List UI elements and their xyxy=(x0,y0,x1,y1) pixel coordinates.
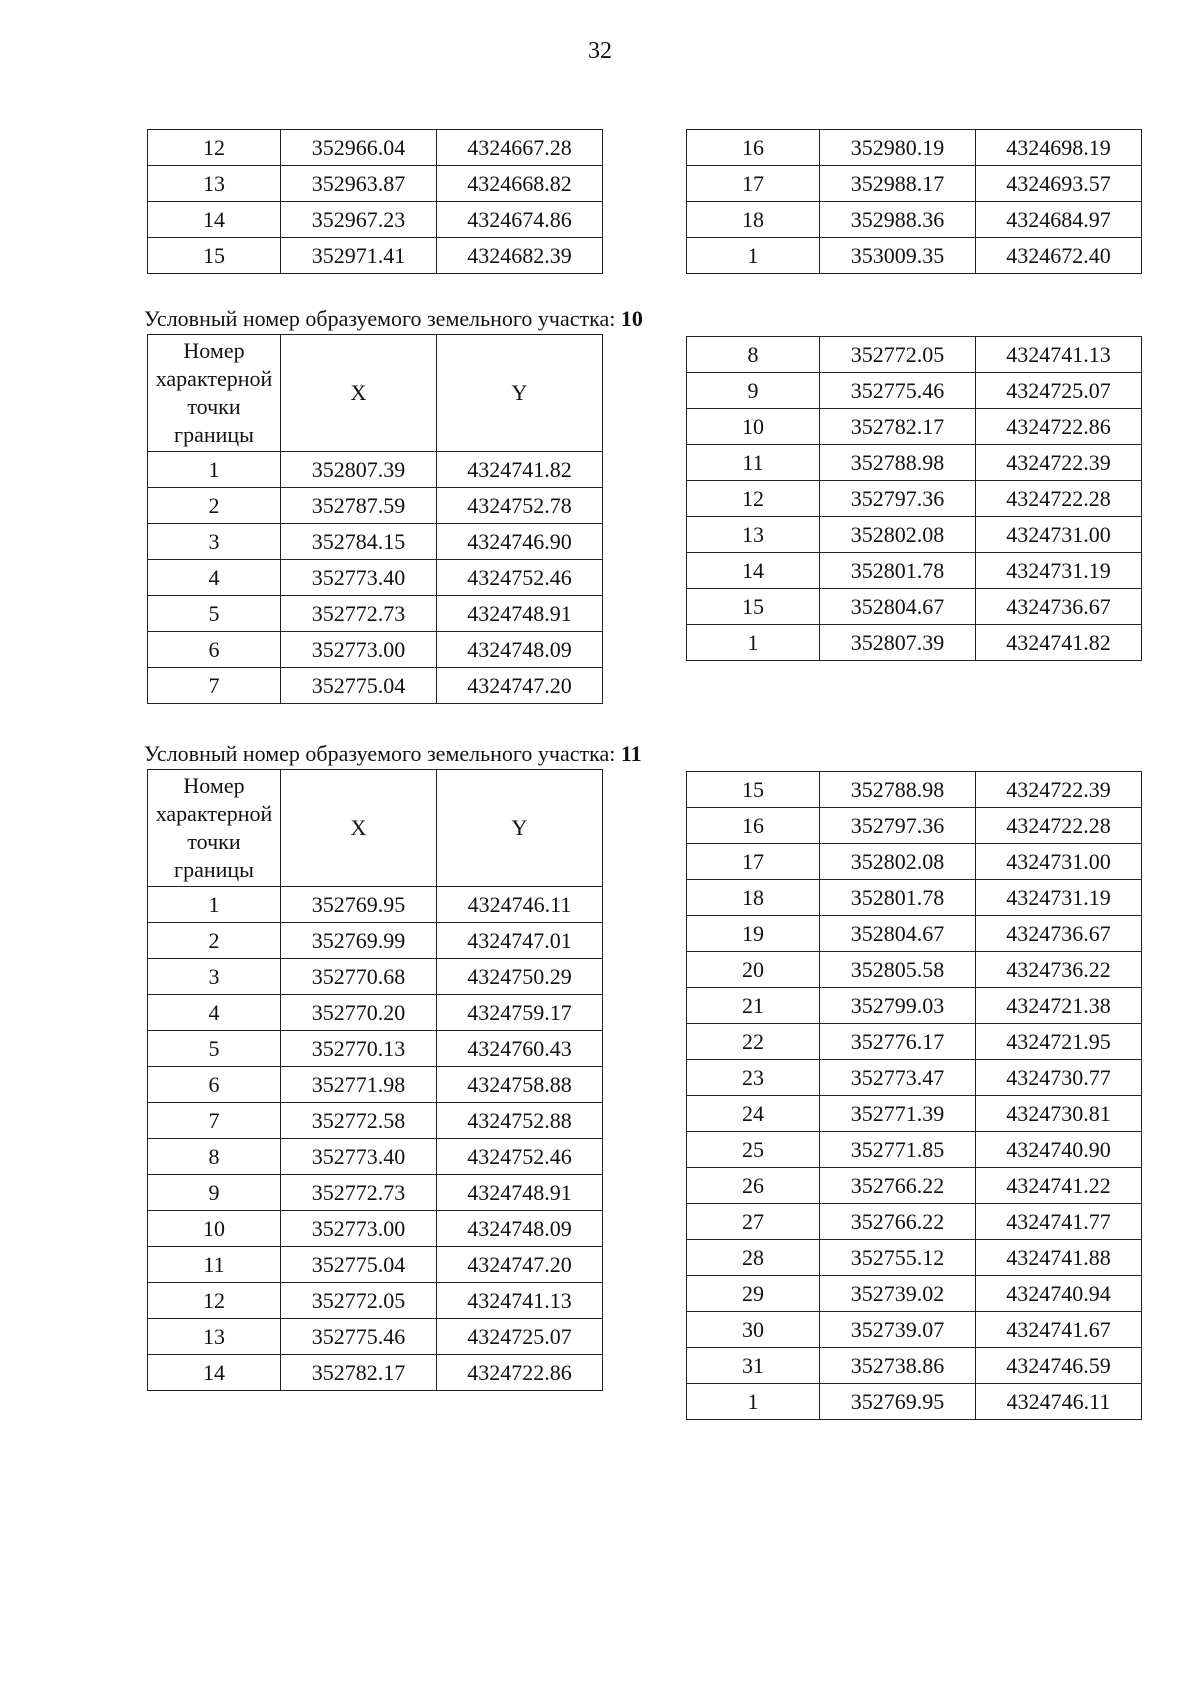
y-coordinate-cell: 4324736.67 xyxy=(976,589,1142,625)
point-number-cell: 11 xyxy=(148,1247,281,1283)
x-coordinate-cell: 352782.17 xyxy=(820,409,976,445)
x-coordinate-cell: 352775.04 xyxy=(281,668,437,704)
point-number-cell: 13 xyxy=(687,517,820,553)
x-coordinate-cell: 352770.13 xyxy=(281,1031,437,1067)
x-coordinate-cell: 352801.78 xyxy=(820,880,976,916)
table-row xyxy=(687,880,1142,916)
y-coordinate-cell: 4324741.88 xyxy=(976,1240,1142,1276)
x-coordinate-cell: 352801.78 xyxy=(820,553,976,589)
point-number-cell: 13 xyxy=(148,166,281,202)
y-coordinate-cell: 4324741.82 xyxy=(437,452,603,488)
point-number-cell: 6 xyxy=(148,1067,281,1103)
y-coordinate-cell: 4324722.86 xyxy=(976,409,1142,445)
x-coordinate-cell: 352775.46 xyxy=(820,373,976,409)
table-row xyxy=(148,1355,603,1391)
point-number-cell: 19 xyxy=(687,916,820,952)
x-coordinate-cell: 352805.58 xyxy=(820,952,976,988)
y-coordinate-cell: 4324747.20 xyxy=(437,668,603,704)
table-row xyxy=(687,952,1142,988)
column-header-point: Номер характерной точки границы xyxy=(148,770,281,887)
table-row xyxy=(687,481,1142,517)
x-coordinate-cell: 352773.40 xyxy=(281,1139,437,1175)
point-number-cell: 5 xyxy=(148,1031,281,1067)
section-title-prefix: Условный номер образуемого земельного участка: xyxy=(144,741,616,766)
x-coordinate-cell: 352771.39 xyxy=(820,1096,976,1132)
point-number-cell: 24 xyxy=(687,1096,820,1132)
y-coordinate-cell: 4324667.28 xyxy=(437,130,603,166)
table-row xyxy=(148,1175,603,1211)
table-row xyxy=(687,808,1142,844)
y-coordinate-cell: 4324747.01 xyxy=(437,923,603,959)
x-coordinate-cell: 352971.41 xyxy=(281,238,437,274)
coords-table-section-10-left xyxy=(147,334,603,704)
y-coordinate-cell: 4324747.20 xyxy=(437,1247,603,1283)
x-coordinate-cell: 352980.19 xyxy=(820,130,976,166)
table-row xyxy=(148,560,603,596)
point-number-cell: 1 xyxy=(687,625,820,661)
point-number-cell: 26 xyxy=(687,1168,820,1204)
point-number-cell: 11 xyxy=(687,445,820,481)
column-header-x: X xyxy=(281,770,437,887)
table-row xyxy=(687,1276,1142,1312)
point-number-cell: 17 xyxy=(687,166,820,202)
y-coordinate-cell: 4324730.81 xyxy=(976,1096,1142,1132)
point-number-cell: 14 xyxy=(687,553,820,589)
point-number-cell: 9 xyxy=(687,373,820,409)
point-number-cell: 3 xyxy=(148,524,281,560)
point-number-cell: 6 xyxy=(148,632,281,668)
y-coordinate-cell: 4324746.90 xyxy=(437,524,603,560)
x-coordinate-cell: 352771.85 xyxy=(820,1132,976,1168)
point-number-cell: 1 xyxy=(687,238,820,274)
point-number-cell: 8 xyxy=(148,1139,281,1175)
y-coordinate-cell: 4324722.28 xyxy=(976,808,1142,844)
point-number-cell: 25 xyxy=(687,1132,820,1168)
y-coordinate-cell: 4324722.28 xyxy=(976,481,1142,517)
y-coordinate-cell: 4324741.82 xyxy=(976,625,1142,661)
parcel-number: 11 xyxy=(620,741,642,766)
x-coordinate-cell: 352772.58 xyxy=(281,1103,437,1139)
table-row xyxy=(148,166,603,202)
point-number-cell: 15 xyxy=(148,238,281,274)
x-coordinate-cell: 352771.98 xyxy=(281,1067,437,1103)
table-row xyxy=(148,1211,603,1247)
column-header-point: Номер характерной точки границы xyxy=(148,335,281,452)
point-number-cell: 4 xyxy=(148,560,281,596)
section-title-prefix: Условный номер образуемого земельного участка: xyxy=(144,306,616,331)
table-row xyxy=(687,1096,1142,1132)
y-coordinate-cell: 4324736.67 xyxy=(976,916,1142,952)
y-coordinate-cell: 4324759.17 xyxy=(437,995,603,1031)
y-coordinate-cell: 4324741.13 xyxy=(976,337,1142,373)
x-coordinate-cell: 353009.35 xyxy=(820,238,976,274)
table-row xyxy=(687,916,1142,952)
point-number-cell: 15 xyxy=(687,589,820,625)
table-row xyxy=(687,625,1142,661)
table-row xyxy=(687,589,1142,625)
x-coordinate-cell: 352988.36 xyxy=(820,202,976,238)
table-row xyxy=(148,130,603,166)
y-coordinate-cell: 4324722.86 xyxy=(437,1355,603,1391)
coords-table-section-11-left xyxy=(147,769,603,1391)
x-coordinate-cell: 352738.86 xyxy=(820,1348,976,1384)
y-coordinate-cell: 4324672.40 xyxy=(976,238,1142,274)
table-row xyxy=(687,1060,1142,1096)
table-row xyxy=(687,517,1142,553)
x-coordinate-cell: 352776.17 xyxy=(820,1024,976,1060)
table-row xyxy=(148,1139,603,1175)
table-row xyxy=(148,632,603,668)
parcel-number: 10 xyxy=(620,306,643,331)
section-title xyxy=(144,741,642,767)
x-coordinate-cell: 352788.98 xyxy=(820,772,976,808)
x-coordinate-cell: 352775.46 xyxy=(281,1319,437,1355)
point-number-cell: 1 xyxy=(687,1384,820,1420)
x-coordinate-cell: 352773.00 xyxy=(281,1211,437,1247)
x-coordinate-cell: 352773.47 xyxy=(820,1060,976,1096)
y-coordinate-cell: 4324731.19 xyxy=(976,553,1142,589)
table-row xyxy=(687,1312,1142,1348)
y-coordinate-cell: 4324693.57 xyxy=(976,166,1142,202)
y-coordinate-cell: 4324698.19 xyxy=(976,130,1142,166)
y-coordinate-cell: 4324746.59 xyxy=(976,1348,1142,1384)
y-coordinate-cell: 4324752.46 xyxy=(437,560,603,596)
y-coordinate-cell: 4324752.46 xyxy=(437,1139,603,1175)
point-number-cell: 30 xyxy=(687,1312,820,1348)
x-coordinate-cell: 352782.17 xyxy=(281,1355,437,1391)
x-coordinate-cell: 352807.39 xyxy=(820,625,976,661)
x-coordinate-cell: 352772.05 xyxy=(281,1283,437,1319)
table-row xyxy=(687,409,1142,445)
y-coordinate-cell: 4324682.39 xyxy=(437,238,603,274)
table-row xyxy=(148,524,603,560)
x-coordinate-cell: 352784.15 xyxy=(281,524,437,560)
x-coordinate-cell: 352799.03 xyxy=(820,988,976,1024)
x-coordinate-cell: 352755.12 xyxy=(820,1240,976,1276)
table-row xyxy=(148,923,603,959)
y-coordinate-cell: 4324668.82 xyxy=(437,166,603,202)
point-number-cell: 14 xyxy=(148,1355,281,1391)
point-number-cell: 10 xyxy=(687,409,820,445)
x-coordinate-cell: 352802.08 xyxy=(820,517,976,553)
table-row xyxy=(148,452,603,488)
table-row xyxy=(687,988,1142,1024)
table-row xyxy=(148,1283,603,1319)
y-coordinate-cell: 4324752.88 xyxy=(437,1103,603,1139)
y-coordinate-cell: 4324741.67 xyxy=(976,1312,1142,1348)
point-number-cell: 28 xyxy=(687,1240,820,1276)
coords-table-section-10-right xyxy=(686,336,1142,661)
y-coordinate-cell: 4324722.39 xyxy=(976,772,1142,808)
table-row xyxy=(148,1247,603,1283)
x-coordinate-cell: 352770.20 xyxy=(281,995,437,1031)
y-coordinate-cell: 4324725.07 xyxy=(976,373,1142,409)
coords-table-top-right xyxy=(686,129,1142,274)
y-coordinate-cell: 4324741.13 xyxy=(437,1283,603,1319)
y-coordinate-cell: 4324736.22 xyxy=(976,952,1142,988)
x-coordinate-cell: 352804.67 xyxy=(820,916,976,952)
point-number-cell: 15 xyxy=(687,772,820,808)
table-row xyxy=(148,488,603,524)
section-title xyxy=(144,306,643,332)
point-number-cell: 2 xyxy=(148,923,281,959)
y-coordinate-cell: 4324760.43 xyxy=(437,1031,603,1067)
y-coordinate-cell: 4324750.29 xyxy=(437,959,603,995)
table-row xyxy=(148,887,603,923)
page-number: 32 xyxy=(588,38,612,64)
y-coordinate-cell: 4324748.91 xyxy=(437,596,603,632)
x-coordinate-cell: 352766.22 xyxy=(820,1168,976,1204)
x-coordinate-cell: 352804.67 xyxy=(820,589,976,625)
point-number-cell: 27 xyxy=(687,1204,820,1240)
point-number-cell: 7 xyxy=(148,668,281,704)
table-row xyxy=(687,373,1142,409)
point-number-cell: 20 xyxy=(687,952,820,988)
y-coordinate-cell: 4324741.22 xyxy=(976,1168,1142,1204)
table-row xyxy=(687,130,1142,166)
point-number-cell: 23 xyxy=(687,1060,820,1096)
x-coordinate-cell: 352787.59 xyxy=(281,488,437,524)
table-row xyxy=(687,1348,1142,1384)
point-number-cell: 13 xyxy=(148,1319,281,1355)
x-coordinate-cell: 352963.87 xyxy=(281,166,437,202)
x-coordinate-cell: 352802.08 xyxy=(820,844,976,880)
y-coordinate-cell: 4324725.07 xyxy=(437,1319,603,1355)
point-number-cell: 21 xyxy=(687,988,820,1024)
x-coordinate-cell: 352769.99 xyxy=(281,923,437,959)
coords-table-top-left xyxy=(147,129,603,274)
table-row xyxy=(687,1204,1142,1240)
table-row xyxy=(687,1240,1142,1276)
point-number-cell: 12 xyxy=(148,130,281,166)
y-coordinate-cell: 4324721.95 xyxy=(976,1024,1142,1060)
x-coordinate-cell: 352773.40 xyxy=(281,560,437,596)
point-number-cell: 14 xyxy=(148,202,281,238)
y-coordinate-cell: 4324730.77 xyxy=(976,1060,1142,1096)
column-header-x: X xyxy=(281,335,437,452)
point-number-cell: 10 xyxy=(148,1211,281,1247)
point-number-cell: 22 xyxy=(687,1024,820,1060)
point-number-cell: 16 xyxy=(687,130,820,166)
coords-table-section-11-right xyxy=(686,771,1142,1420)
x-coordinate-cell: 352769.95 xyxy=(820,1384,976,1420)
column-header-y: Y xyxy=(437,770,603,887)
x-coordinate-cell: 352772.73 xyxy=(281,596,437,632)
point-number-cell: 16 xyxy=(687,808,820,844)
x-coordinate-cell: 352739.02 xyxy=(820,1276,976,1312)
table-row xyxy=(148,995,603,1031)
table-row xyxy=(687,238,1142,274)
x-coordinate-cell: 352966.04 xyxy=(281,130,437,166)
x-coordinate-cell: 352769.95 xyxy=(281,887,437,923)
y-coordinate-cell: 4324752.78 xyxy=(437,488,603,524)
table-row xyxy=(687,1132,1142,1168)
table-row xyxy=(687,202,1142,238)
point-number-cell: 31 xyxy=(687,1348,820,1384)
table-row xyxy=(148,1067,603,1103)
x-coordinate-cell: 352772.73 xyxy=(281,1175,437,1211)
point-number-cell: 18 xyxy=(687,880,820,916)
y-coordinate-cell: 4324748.91 xyxy=(437,1175,603,1211)
x-coordinate-cell: 352770.68 xyxy=(281,959,437,995)
y-coordinate-cell: 4324746.11 xyxy=(437,887,603,923)
x-coordinate-cell: 352739.07 xyxy=(820,1312,976,1348)
y-coordinate-cell: 4324748.09 xyxy=(437,1211,603,1247)
y-coordinate-cell: 4324740.90 xyxy=(976,1132,1142,1168)
table-row xyxy=(687,553,1142,589)
y-coordinate-cell: 4324758.88 xyxy=(437,1067,603,1103)
table-row xyxy=(687,337,1142,373)
table-row xyxy=(148,1103,603,1139)
table-row xyxy=(148,238,603,274)
y-coordinate-cell: 4324731.00 xyxy=(976,517,1142,553)
point-number-cell: 1 xyxy=(148,452,281,488)
y-coordinate-cell: 4324722.39 xyxy=(976,445,1142,481)
x-coordinate-cell: 352788.98 xyxy=(820,445,976,481)
x-coordinate-cell: 352775.04 xyxy=(281,1247,437,1283)
point-number-cell: 12 xyxy=(687,481,820,517)
point-number-cell: 5 xyxy=(148,596,281,632)
table-row xyxy=(687,166,1142,202)
table-row xyxy=(687,844,1142,880)
y-coordinate-cell: 4324741.77 xyxy=(976,1204,1142,1240)
x-coordinate-cell: 352967.23 xyxy=(281,202,437,238)
point-number-cell: 4 xyxy=(148,995,281,1031)
table-row xyxy=(148,596,603,632)
table-row xyxy=(687,445,1142,481)
point-number-cell: 7 xyxy=(148,1103,281,1139)
table-row xyxy=(148,668,603,704)
point-number-cell: 29 xyxy=(687,1276,820,1312)
point-number-cell: 12 xyxy=(148,1283,281,1319)
point-number-cell: 17 xyxy=(687,844,820,880)
table-row xyxy=(148,959,603,995)
point-number-cell: 8 xyxy=(687,337,820,373)
y-coordinate-cell: 4324746.11 xyxy=(976,1384,1142,1420)
table-row xyxy=(148,1031,603,1067)
point-number-cell: 2 xyxy=(148,488,281,524)
y-coordinate-cell: 4324748.09 xyxy=(437,632,603,668)
y-coordinate-cell: 4324740.94 xyxy=(976,1276,1142,1312)
point-number-cell: 1 xyxy=(148,887,281,923)
table-row xyxy=(687,1168,1142,1204)
x-coordinate-cell: 352772.05 xyxy=(820,337,976,373)
table-row xyxy=(687,1024,1142,1060)
x-coordinate-cell: 352797.36 xyxy=(820,481,976,517)
table-row xyxy=(148,202,603,238)
x-coordinate-cell: 352766.22 xyxy=(820,1204,976,1240)
table-row xyxy=(687,772,1142,808)
y-coordinate-cell: 4324731.00 xyxy=(976,844,1142,880)
y-coordinate-cell: 4324684.97 xyxy=(976,202,1142,238)
point-number-cell: 18 xyxy=(687,202,820,238)
point-number-cell: 9 xyxy=(148,1175,281,1211)
column-header-y: Y xyxy=(437,335,603,452)
y-coordinate-cell: 4324721.38 xyxy=(976,988,1142,1024)
x-coordinate-cell: 352797.36 xyxy=(820,808,976,844)
point-number-cell: 3 xyxy=(148,959,281,995)
x-coordinate-cell: 352988.17 xyxy=(820,166,976,202)
x-coordinate-cell: 352807.39 xyxy=(281,452,437,488)
y-coordinate-cell: 4324674.86 xyxy=(437,202,603,238)
y-coordinate-cell: 4324731.19 xyxy=(976,880,1142,916)
table-row xyxy=(687,1384,1142,1420)
x-coordinate-cell: 352773.00 xyxy=(281,632,437,668)
table-row xyxy=(148,1319,603,1355)
